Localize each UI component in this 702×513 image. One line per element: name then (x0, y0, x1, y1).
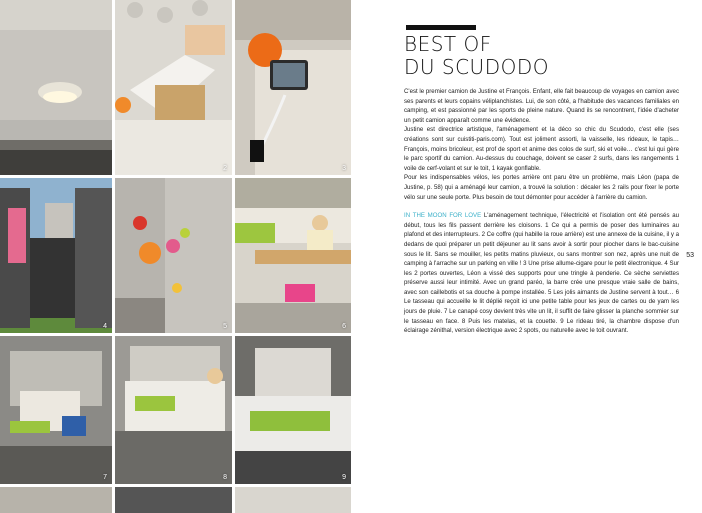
photo-3-cigarette-plug (235, 0, 351, 175)
section-heading: IN THE MOON FOR LOVE (404, 212, 482, 220)
photo-8-bed-mattress (115, 336, 232, 484)
photo-partial-b (115, 487, 232, 513)
photo-7-sofa (0, 336, 112, 484)
article-page (351, 0, 702, 513)
photo-5-magnets (115, 178, 232, 333)
photo-number: 8 (223, 474, 227, 481)
photo-4-towels-on-doors (0, 178, 112, 333)
article-title (404, 33, 549, 79)
photo-number: 9 (342, 474, 346, 481)
title-line-1: BEST OF (404, 32, 492, 56)
photo-partial-a (0, 487, 112, 513)
page-number: 53 (686, 252, 694, 259)
photo-number: 7 (103, 474, 107, 481)
title-line-2: DU SCUDODO (404, 55, 549, 79)
paragraph-1: C'est le premier camion de Justine et François. Enfant, elle fait beaucoup de voyages en camion avec ses parents et leurs copains véliplanchistes. Lui, de son côté, a l'habitude des vacances familiales en camping, et est passionné par les sports de pleine nature. Quand ils se rencontrent, l'idée d'acheter un petit camion apparaît comme une évidence. (404, 88, 679, 124)
photo-1-ceiling-light (0, 0, 112, 175)
paragraph-3: Pour les indispensables vélos, les portes arrière ont paru être un problème, mais Léon (papa de Justine, p. 58) qui a aménagé leur camion, a trouvé la solution : décaler les 2 rails pour fixer le porte vélo sur une seule porte. Plus besoin de tout démonter pour accéder à l'arrière du camion. (404, 174, 679, 201)
paragraph-2: Justine est directrice artistique, l'aménagement et la déco so chic du Scudodo, c'est elle (ses créations sont sur cuistiti-paris.com). Tout est joliment assorti, la vaisselle, les rideaux, le tapis… François, moins bricoleur, est prof de sport et anime des colos de surf, ski et voile… c'est lui qui gère le parc sportif du camion. Au-dessus du couchage, doivent se caser 2 surfs, dans les rangements 1 voile de cerf-volant et sur le toit, 1 kayak gonflable. (404, 126, 679, 172)
paragraph-4-text: L'aménagement technique, l'électricité et l'isolation ont été pensés au début, tous les fils passent derrière les cloisons. 1 Ce qui a permis de poser des luminaires au plafond et des interrupteurs. 2 Ce coffre (qui habille la roue arrière) est une annexe de la cuisine, il y a dedans de quoi préparer un petit déjeuner au lit sans avoir à sortir pour piocher dans le bac-cuisine sous le lit. Sans se mouiller, les petits matins pluvieux, ou sans montrer son nez, après une nuit de camping à l'arrache sur un parking en ville ! 3 Une prise allume-cigare pour le petit électronique. 4 Sur les 2 portes ouvertes, Léon a vissé des supports pour une tringle à penderie. Ce sèche serviettes préserve aussi leur intimité. Avec un grand paréo, la barre crée une presque vraie salle de bains, avec son caillebotis et sa douche à pompe installée. 5 Les jolis aimants de Justine servent à tout… 6 Le tasseau qui accueille le lit déplié reçoit ici une petite table pour les jeux de cartes ou de yam les jours de pluie. 7 Le canapé cosy devient très vite un lit, il suffit de faire glisser la planche sommier sur le tasseau en face. 8 Puis les matelas, et la couette. 9 Le rideau tiré, la chambre dispose d'un éclairage zénithal, version électrique avec 2 spots, ou naturelle avec le toit ouvrant. (404, 212, 679, 335)
ceiling-light-image (0, 0, 112, 175)
photo-number: 4 (103, 323, 107, 330)
photo-partial-c (235, 487, 351, 513)
photo-9-curtain-bed (235, 336, 351, 484)
photo-number: 5 (223, 323, 227, 330)
photo-number: 3 (342, 165, 346, 172)
photo-number: 6 (342, 323, 346, 330)
photo-number: 2 (223, 165, 227, 172)
paragraph-4 (404, 211, 679, 336)
photo-2-storage-box (115, 0, 232, 175)
article-body (404, 87, 679, 336)
photo-6-table-girl (235, 178, 351, 333)
title-rule (406, 25, 476, 30)
